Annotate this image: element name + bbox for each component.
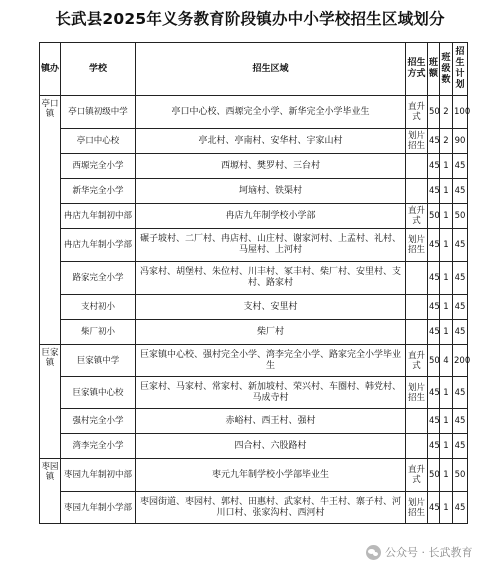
table-row: [40, 262, 468, 295]
table-row: [40, 154, 468, 179]
size-cell: 45: [428, 262, 440, 295]
school-cell: 湾李完全小学: [61, 434, 136, 459]
size-cell: 45: [428, 154, 440, 179]
table-row: [40, 459, 468, 492]
size-cell: 50: [428, 204, 440, 229]
classes-cell: 1: [440, 204, 453, 229]
method-cell: [406, 320, 428, 345]
plan-cell: 45: [453, 179, 468, 204]
size-cell: 50: [428, 345, 440, 377]
school-cell: 强村完全小学: [61, 409, 136, 434]
header-classes: 班级数: [440, 43, 453, 96]
table-row: [40, 492, 468, 524]
table-row: [40, 377, 468, 409]
page-title: 长武县2025年义务教育阶段镇办中小学校招生区域划分: [55, 10, 445, 28]
town-cell: 巨家镇: [40, 345, 61, 459]
area-cell: 冯家村、胡堡村、朱位村、川丰村、冢丰村、柴厂村、安里村、支村、路家村: [136, 262, 406, 295]
header-area: 招生区域: [136, 43, 406, 96]
classes-cell: 1: [440, 434, 453, 459]
table-body: [40, 96, 471, 524]
area-cell: 赤峪村、西王村、强村: [136, 409, 406, 434]
school-cell: 冉店九年制初中部: [61, 204, 136, 229]
classes-cell: 1: [440, 229, 453, 262]
area-cell: 四合村、六股路村: [136, 434, 406, 459]
table-row: [40, 434, 468, 459]
school-cell: 亭口镇初级中学: [61, 96, 136, 129]
size-cell: 45: [428, 129, 440, 154]
school-cell: 亭口中心校: [61, 129, 136, 154]
size-cell: 45: [428, 492, 440, 524]
table-row: [40, 409, 468, 434]
classes-cell: 1: [440, 492, 453, 524]
plan-cell: 45: [453, 262, 468, 295]
area-cell: 枣元九年制学校小学部毕业生: [136, 459, 406, 492]
method-cell: [406, 179, 428, 204]
header-row: [40, 43, 468, 96]
plan-cell: 45: [453, 377, 468, 409]
size-cell: 45: [428, 434, 440, 459]
header-school: 学校: [61, 43, 136, 96]
town-cell: 枣园镇: [40, 459, 61, 524]
size-cell: 45: [428, 377, 440, 409]
method-cell: 直升式: [406, 345, 428, 377]
size-cell: 45: [428, 229, 440, 262]
classes-cell: 1: [440, 377, 453, 409]
school-cell: 冉店九年制小学部: [61, 229, 136, 262]
plan-cell: 50: [453, 459, 468, 492]
school-cell: 枣园九年制初中部: [61, 459, 136, 492]
school-cell: 支村初小: [61, 295, 136, 320]
table-row: [40, 229, 468, 262]
plan-cell: 45: [453, 409, 468, 434]
classes-cell: 1: [440, 154, 453, 179]
area-cell: 亭北村、亭南村、安华村、宇家山村: [136, 129, 406, 154]
method-cell: 直升式: [406, 459, 428, 492]
area-cell: 亭口中心校、西塬完全小学、新华完全小学毕业生: [136, 96, 406, 129]
plan-cell: 45: [453, 320, 468, 345]
wechat-icon: [366, 545, 381, 560]
method-cell: 直升式: [406, 204, 428, 229]
plan-cell: 45: [453, 295, 468, 320]
method-cell: [406, 295, 428, 320]
plan-cell: 45: [453, 434, 468, 459]
school-cell: 巨家镇中心校: [61, 377, 136, 409]
size-cell: 45: [428, 409, 440, 434]
table-row: [40, 345, 468, 377]
method-cell: [406, 434, 428, 459]
size-cell: 50: [428, 459, 440, 492]
header-size: 班额: [428, 43, 440, 96]
header-method: 招生方式: [406, 43, 428, 96]
area-cell: 坷垴村、铁渠村: [136, 179, 406, 204]
plan-cell: 200: [453, 345, 468, 377]
school-cell: 新华完全小学: [61, 179, 136, 204]
method-cell: [406, 154, 428, 179]
method-cell: [406, 262, 428, 295]
school-cell: 枣园九年制小学部: [61, 492, 136, 524]
table-row: [40, 320, 468, 345]
classes-cell: 2: [440, 129, 453, 154]
town-cell: 亭口镇: [40, 96, 61, 345]
header-town: 镇办: [40, 43, 61, 96]
school-cell: 柴厂初小: [61, 320, 136, 345]
size-cell: 50: [428, 96, 440, 129]
classes-cell: 1: [440, 409, 453, 434]
table-row: [40, 204, 468, 229]
area-cell: 柴厂村: [136, 320, 406, 345]
classes-cell: 1: [440, 459, 453, 492]
school-cell: 西塬完全小学: [61, 154, 136, 179]
watermark: [366, 543, 473, 561]
size-cell: 45: [428, 295, 440, 320]
area-cell: 西塬村、樊罗村、三台村: [136, 154, 406, 179]
method-cell: 划片招生: [406, 492, 428, 524]
method-cell: 划片招生: [406, 229, 428, 262]
header-plan: 招生计划: [453, 43, 468, 96]
method-cell: 划片招生: [406, 129, 428, 154]
size-cell: 45: [428, 320, 440, 345]
classes-cell: 4: [440, 345, 453, 377]
table-row: [40, 129, 468, 154]
classes-cell: 1: [440, 262, 453, 295]
plan-cell: 45: [453, 229, 468, 262]
plan-cell: 50: [453, 204, 468, 229]
classes-cell: 1: [440, 320, 453, 345]
table-row: [40, 96, 468, 129]
watermark-text: 公众号 · 长武教育: [385, 546, 473, 559]
table-row: [40, 295, 468, 320]
method-cell: [406, 409, 428, 434]
method-cell: 划片招生: [406, 377, 428, 409]
classes-cell: 2: [440, 96, 453, 129]
size-cell: 45: [428, 179, 440, 204]
area-cell: 枣园街道、枣园村、郭村、田惠村、武家村、牛王村、寨子村、河川口村、张家沟村、西河村: [136, 492, 406, 524]
classes-cell: 1: [440, 295, 453, 320]
school-cell: 巨家镇中学: [61, 345, 136, 377]
plan-cell: 100: [453, 96, 468, 129]
plan-cell: 45: [453, 492, 468, 524]
plan-cell: 45: [453, 154, 468, 179]
area-cell: 碾子坡村、二厂村、冉店村、山庄村、谢家河村、上孟村、礼村、马屋村、上河村: [136, 229, 406, 262]
area-cell: 巨家镇中心校、强村完全小学、湾李完全小学、路家完全小学毕业生: [136, 345, 406, 377]
area-cell: 冉店九年制学校小学部: [136, 204, 406, 229]
area-cell: 巨家村、马家村、常家村、新加坡村、荣兴村、车圈村、韩党村、马成寺村: [136, 377, 406, 409]
classes-cell: 1: [440, 179, 453, 204]
school-cell: 路家完全小学: [61, 262, 136, 295]
enrollment-table: [39, 42, 471, 524]
table-row: [40, 179, 468, 204]
plan-cell: 90: [453, 129, 468, 154]
method-cell: 直升式: [406, 96, 428, 129]
area-cell: 支村、安里村: [136, 295, 406, 320]
